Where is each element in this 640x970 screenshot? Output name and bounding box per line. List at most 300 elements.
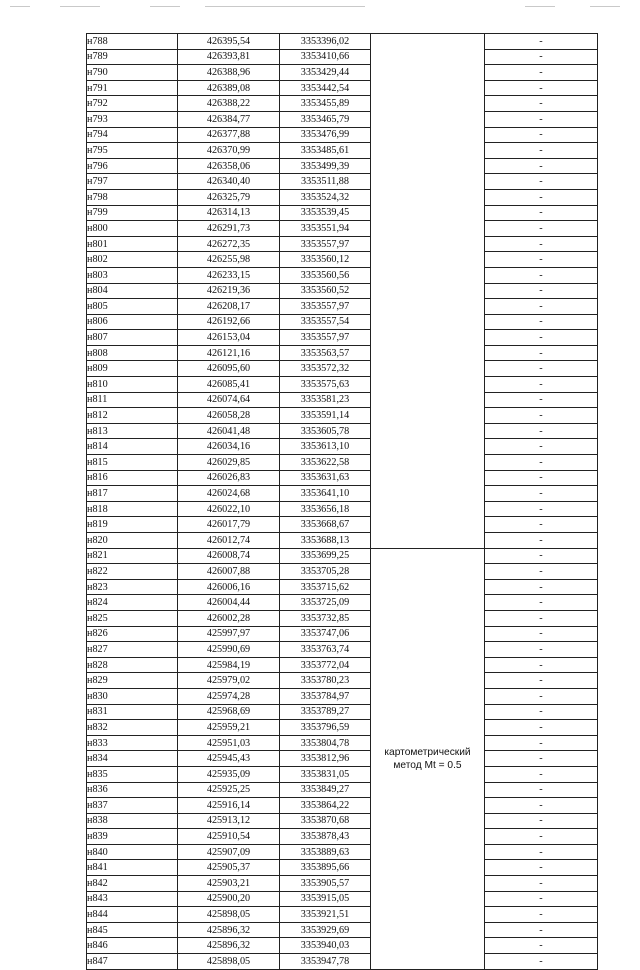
method-cell-empty <box>371 34 485 549</box>
y-coordinate-cell: 3353878,43 <box>280 829 371 845</box>
mark-cell: - <box>485 283 598 299</box>
y-coordinate-cell: 3353560,56 <box>280 267 371 283</box>
mark-cell: - <box>485 423 598 439</box>
mark-cell: - <box>485 205 598 221</box>
mark-cell: - <box>485 782 598 798</box>
point-id-cell: н830 <box>87 688 178 704</box>
y-coordinate-cell: 3353511,88 <box>280 174 371 190</box>
mark-cell: - <box>485 579 598 595</box>
mark-cell: - <box>485 486 598 502</box>
x-coordinate-cell: 426393,81 <box>178 49 280 65</box>
mark-cell: - <box>485 564 598 580</box>
mark-cell: - <box>485 595 598 611</box>
point-id-cell: н800 <box>87 221 178 237</box>
point-id-cell: н824 <box>87 595 178 611</box>
y-coordinate-cell: 3353485,61 <box>280 143 371 159</box>
mark-cell: - <box>485 533 598 549</box>
point-id-cell: н832 <box>87 720 178 736</box>
x-coordinate-cell: 425898,05 <box>178 954 280 970</box>
mark-cell: - <box>485 361 598 377</box>
table-row <box>87 876 598 892</box>
y-coordinate-cell: 3353557,54 <box>280 314 371 330</box>
table-row <box>87 860 598 876</box>
mark-cell: - <box>485 626 598 642</box>
table-row <box>87 688 598 704</box>
table-row <box>87 626 598 642</box>
point-id-cell: н790 <box>87 65 178 81</box>
x-coordinate-cell: 426085,41 <box>178 377 280 393</box>
table-row <box>87 470 598 486</box>
mark-cell: - <box>485 174 598 190</box>
mark-cell: - <box>485 34 598 50</box>
y-coordinate-cell: 3353864,22 <box>280 798 371 814</box>
x-coordinate-cell: 426002,28 <box>178 610 280 626</box>
y-coordinate-cell: 3353429,44 <box>280 65 371 81</box>
table-row <box>87 751 598 767</box>
y-coordinate-cell: 3353905,57 <box>280 876 371 892</box>
x-coordinate-cell: 426006,16 <box>178 579 280 595</box>
x-coordinate-cell: 425959,21 <box>178 720 280 736</box>
point-id-cell: н789 <box>87 49 178 65</box>
coordinates-table <box>86 33 598 970</box>
x-coordinate-cell: 426325,79 <box>178 189 280 205</box>
x-coordinate-cell: 426192,66 <box>178 314 280 330</box>
x-coordinate-cell: 426340,40 <box>178 174 280 190</box>
y-coordinate-cell: 3353524,32 <box>280 189 371 205</box>
mark-cell: - <box>485 938 598 954</box>
point-id-cell: н799 <box>87 205 178 221</box>
point-id-cell: н798 <box>87 189 178 205</box>
point-id-cell: н846 <box>87 938 178 954</box>
y-coordinate-cell: 3353581,23 <box>280 392 371 408</box>
table-row <box>87 533 598 549</box>
table-row <box>87 907 598 923</box>
point-id-cell: н802 <box>87 252 178 268</box>
mark-cell: - <box>485 517 598 533</box>
table-row <box>87 345 598 361</box>
x-coordinate-cell: 426370,99 <box>178 143 280 159</box>
table-row <box>87 673 598 689</box>
point-id-cell: н822 <box>87 564 178 580</box>
table-row <box>87 174 598 190</box>
x-coordinate-cell: 425905,37 <box>178 860 280 876</box>
x-coordinate-cell: 425903,21 <box>178 876 280 892</box>
point-id-cell: н820 <box>87 533 178 549</box>
y-coordinate-cell: 3353947,78 <box>280 954 371 970</box>
y-coordinate-cell: 3353732,85 <box>280 610 371 626</box>
point-id-cell: н813 <box>87 423 178 439</box>
table-row <box>87 455 598 471</box>
x-coordinate-cell: 426121,16 <box>178 345 280 361</box>
point-id-cell: н797 <box>87 174 178 190</box>
mark-cell: - <box>485 798 598 814</box>
mark-cell: - <box>485 408 598 424</box>
x-coordinate-cell: 426388,96 <box>178 65 280 81</box>
y-coordinate-cell: 3353784,97 <box>280 688 371 704</box>
y-coordinate-cell: 3353889,63 <box>280 844 371 860</box>
mark-cell: - <box>485 65 598 81</box>
table-row <box>87 111 598 127</box>
point-id-cell: н827 <box>87 642 178 658</box>
table-row <box>87 704 598 720</box>
x-coordinate-cell: 426008,74 <box>178 548 280 564</box>
table-row <box>87 299 598 315</box>
point-id-cell: н794 <box>87 127 178 143</box>
mark-cell: - <box>485 657 598 673</box>
y-coordinate-cell: 3353929,69 <box>280 922 371 938</box>
x-coordinate-cell: 426074,64 <box>178 392 280 408</box>
mark-cell: - <box>485 876 598 892</box>
y-coordinate-cell: 3353812,96 <box>280 751 371 767</box>
y-coordinate-cell: 3353465,79 <box>280 111 371 127</box>
mark-cell: - <box>485 267 598 283</box>
x-coordinate-cell: 426017,79 <box>178 517 280 533</box>
table-row <box>87 408 598 424</box>
y-coordinate-cell: 3353476,99 <box>280 127 371 143</box>
table-row <box>87 954 598 970</box>
mark-cell: - <box>485 345 598 361</box>
x-coordinate-cell: 425997,97 <box>178 626 280 642</box>
x-coordinate-cell: 425974,28 <box>178 688 280 704</box>
x-coordinate-cell: 426233,15 <box>178 267 280 283</box>
x-coordinate-cell: 425945,43 <box>178 751 280 767</box>
x-coordinate-cell: 425968,69 <box>178 704 280 720</box>
mark-cell: - <box>485 720 598 736</box>
point-id-cell: н804 <box>87 283 178 299</box>
y-coordinate-cell: 3353575,63 <box>280 377 371 393</box>
table-row <box>87 189 598 205</box>
mark-cell: - <box>485 111 598 127</box>
table-row <box>87 361 598 377</box>
point-id-cell: н807 <box>87 330 178 346</box>
point-id-cell: н836 <box>87 782 178 798</box>
mark-cell: - <box>485 751 598 767</box>
x-coordinate-cell: 426041,48 <box>178 423 280 439</box>
point-id-cell: н835 <box>87 766 178 782</box>
y-coordinate-cell: 3353688,13 <box>280 533 371 549</box>
point-id-cell: н828 <box>87 657 178 673</box>
mark-cell: - <box>485 610 598 626</box>
table-row <box>87 844 598 860</box>
method-note-line2: метод Mt = 0.5 <box>393 759 462 771</box>
point-id-cell: н810 <box>87 377 178 393</box>
x-coordinate-cell: 425896,32 <box>178 938 280 954</box>
x-coordinate-cell: 426004,44 <box>178 595 280 611</box>
mark-cell: - <box>485 954 598 970</box>
mark-cell: - <box>485 236 598 252</box>
table-row <box>87 657 598 673</box>
mark-cell: - <box>485 735 598 751</box>
mark-cell: - <box>485 704 598 720</box>
mark-cell: - <box>485 501 598 517</box>
table-row <box>87 782 598 798</box>
x-coordinate-cell: 425951,03 <box>178 735 280 751</box>
y-coordinate-cell: 3353763,74 <box>280 642 371 658</box>
table-row <box>87 922 598 938</box>
point-id-cell: н823 <box>87 579 178 595</box>
x-coordinate-cell: 425896,32 <box>178 922 280 938</box>
point-id-cell: н795 <box>87 143 178 159</box>
x-coordinate-cell: 426026,83 <box>178 470 280 486</box>
y-coordinate-cell: 3353772,04 <box>280 657 371 673</box>
table-row <box>87 392 598 408</box>
mark-cell: - <box>485 860 598 876</box>
y-coordinate-cell: 3353557,97 <box>280 236 371 252</box>
y-coordinate-cell: 3353442,54 <box>280 80 371 96</box>
x-coordinate-cell: 426219,36 <box>178 283 280 299</box>
point-id-cell: н816 <box>87 470 178 486</box>
mark-cell: - <box>485 252 598 268</box>
x-coordinate-cell: 426358,06 <box>178 158 280 174</box>
table-row <box>87 96 598 112</box>
mark-cell: - <box>485 314 598 330</box>
y-coordinate-cell: 3353699,25 <box>280 548 371 564</box>
x-coordinate-cell: 426029,85 <box>178 455 280 471</box>
point-id-cell: н815 <box>87 455 178 471</box>
x-coordinate-cell: 425910,54 <box>178 829 280 845</box>
point-id-cell: н842 <box>87 876 178 892</box>
y-coordinate-cell: 3353631,63 <box>280 470 371 486</box>
y-coordinate-cell: 3353591,14 <box>280 408 371 424</box>
mark-cell: - <box>485 548 598 564</box>
y-coordinate-cell: 3353622,58 <box>280 455 371 471</box>
y-coordinate-cell: 3353499,39 <box>280 158 371 174</box>
table-row <box>87 377 598 393</box>
table-row <box>87 423 598 439</box>
y-coordinate-cell: 3353539,45 <box>280 205 371 221</box>
table-row <box>87 798 598 814</box>
x-coordinate-cell: 426007,88 <box>178 564 280 580</box>
y-coordinate-cell: 3353915,05 <box>280 891 371 907</box>
point-id-cell: н808 <box>87 345 178 361</box>
point-id-cell: н791 <box>87 80 178 96</box>
x-coordinate-cell: 425984,19 <box>178 657 280 673</box>
mark-cell: - <box>485 96 598 112</box>
table-row <box>87 610 598 626</box>
mark-cell: - <box>485 127 598 143</box>
x-coordinate-cell: 425979,02 <box>178 673 280 689</box>
x-coordinate-cell: 426377,88 <box>178 127 280 143</box>
y-coordinate-cell: 3353705,28 <box>280 564 371 580</box>
table-row <box>87 829 598 845</box>
x-coordinate-cell: 426095,60 <box>178 361 280 377</box>
x-coordinate-cell: 425935,09 <box>178 766 280 782</box>
point-id-cell: н801 <box>87 236 178 252</box>
x-coordinate-cell: 425990,69 <box>178 642 280 658</box>
mark-cell: - <box>485 829 598 845</box>
mark-cell: - <box>485 844 598 860</box>
point-id-cell: н814 <box>87 439 178 455</box>
x-coordinate-cell: 425913,12 <box>178 813 280 829</box>
x-coordinate-cell: 426208,17 <box>178 299 280 315</box>
table-row <box>87 221 598 237</box>
mark-cell: - <box>485 642 598 658</box>
x-coordinate-cell: 425898,05 <box>178 907 280 923</box>
x-coordinate-cell: 425925,25 <box>178 782 280 798</box>
mark-cell: - <box>485 673 598 689</box>
x-coordinate-cell: 426389,08 <box>178 80 280 96</box>
x-coordinate-cell: 426384,77 <box>178 111 280 127</box>
mark-cell: - <box>485 189 598 205</box>
method-note-cell <box>371 548 485 969</box>
x-coordinate-cell: 425907,09 <box>178 844 280 860</box>
y-coordinate-cell: 3353668,67 <box>280 517 371 533</box>
y-coordinate-cell: 3353396,02 <box>280 34 371 50</box>
table-row <box>87 80 598 96</box>
point-id-cell: н845 <box>87 922 178 938</box>
point-id-cell: н838 <box>87 813 178 829</box>
mark-cell: - <box>485 392 598 408</box>
x-coordinate-cell: 426314,13 <box>178 205 280 221</box>
mark-cell: - <box>485 922 598 938</box>
method-note-line1: картометрический <box>384 746 471 758</box>
table-row <box>87 642 598 658</box>
y-coordinate-cell: 3353572,32 <box>280 361 371 377</box>
x-coordinate-cell: 426388,22 <box>178 96 280 112</box>
point-id-cell: н839 <box>87 829 178 845</box>
y-coordinate-cell: 3353849,27 <box>280 782 371 798</box>
y-coordinate-cell: 3353551,94 <box>280 221 371 237</box>
point-id-cell: н803 <box>87 267 178 283</box>
table-row <box>87 517 598 533</box>
table-row <box>87 158 598 174</box>
y-coordinate-cell: 3353557,97 <box>280 330 371 346</box>
point-id-cell: н805 <box>87 299 178 315</box>
y-coordinate-cell: 3353410,66 <box>280 49 371 65</box>
point-id-cell: н843 <box>87 891 178 907</box>
x-coordinate-cell: 426272,35 <box>178 236 280 252</box>
y-coordinate-cell: 3353796,59 <box>280 720 371 736</box>
point-id-cell: н837 <box>87 798 178 814</box>
mark-cell: - <box>485 907 598 923</box>
table-row <box>87 236 598 252</box>
y-coordinate-cell: 3353656,18 <box>280 501 371 517</box>
x-coordinate-cell: 425900,20 <box>178 891 280 907</box>
table-row <box>87 891 598 907</box>
table-row <box>87 205 598 221</box>
point-id-cell: н796 <box>87 158 178 174</box>
y-coordinate-cell: 3353613,10 <box>280 439 371 455</box>
table-row <box>87 439 598 455</box>
y-coordinate-cell: 3353560,52 <box>280 283 371 299</box>
table-row <box>87 486 598 502</box>
mark-cell: - <box>485 891 598 907</box>
point-id-cell: н806 <box>87 314 178 330</box>
mark-cell: - <box>485 688 598 704</box>
point-id-cell: н812 <box>87 408 178 424</box>
point-id-cell: н817 <box>87 486 178 502</box>
table-row <box>87 564 598 580</box>
point-id-cell: н829 <box>87 673 178 689</box>
mark-cell: - <box>485 158 598 174</box>
mark-cell: - <box>485 80 598 96</box>
x-coordinate-cell: 426395,54 <box>178 34 280 50</box>
mark-cell: - <box>485 330 598 346</box>
x-coordinate-cell: 425916,14 <box>178 798 280 814</box>
point-id-cell: н844 <box>87 907 178 923</box>
table-row <box>87 283 598 299</box>
y-coordinate-cell: 3353831,05 <box>280 766 371 782</box>
x-coordinate-cell: 426034,16 <box>178 439 280 455</box>
table-row <box>87 127 598 143</box>
point-id-cell: н847 <box>87 954 178 970</box>
table-row <box>87 49 598 65</box>
mark-cell: - <box>485 439 598 455</box>
y-coordinate-cell: 3353715,62 <box>280 579 371 595</box>
point-id-cell: н840 <box>87 844 178 860</box>
table-row <box>87 34 598 50</box>
table-row <box>87 330 598 346</box>
y-coordinate-cell: 3353921,51 <box>280 907 371 923</box>
x-coordinate-cell: 426012,74 <box>178 533 280 549</box>
point-id-cell: н819 <box>87 517 178 533</box>
x-coordinate-cell: 426255,98 <box>178 252 280 268</box>
point-id-cell: н831 <box>87 704 178 720</box>
table-row <box>87 595 598 611</box>
y-coordinate-cell: 3353641,10 <box>280 486 371 502</box>
y-coordinate-cell: 3353557,97 <box>280 299 371 315</box>
table-row <box>87 252 598 268</box>
y-coordinate-cell: 3353940,03 <box>280 938 371 954</box>
table-row <box>87 314 598 330</box>
mark-cell: - <box>485 221 598 237</box>
table-row <box>87 267 598 283</box>
table-row <box>87 501 598 517</box>
x-coordinate-cell: 426058,28 <box>178 408 280 424</box>
point-id-cell: н826 <box>87 626 178 642</box>
y-coordinate-cell: 3353560,12 <box>280 252 371 268</box>
point-id-cell: н825 <box>87 610 178 626</box>
point-id-cell: н818 <box>87 501 178 517</box>
y-coordinate-cell: 3353605,78 <box>280 423 371 439</box>
mark-cell: - <box>485 813 598 829</box>
y-coordinate-cell: 3353563,57 <box>280 345 371 361</box>
table-row <box>87 720 598 736</box>
y-coordinate-cell: 3353747,06 <box>280 626 371 642</box>
coordinates-table-body <box>87 34 598 970</box>
table-row <box>87 938 598 954</box>
table-row <box>87 813 598 829</box>
mark-cell: - <box>485 766 598 782</box>
y-coordinate-cell: 3353725,09 <box>280 595 371 611</box>
y-coordinate-cell: 3353789,27 <box>280 704 371 720</box>
point-id-cell: н834 <box>87 751 178 767</box>
x-coordinate-cell: 426024,68 <box>178 486 280 502</box>
table-row <box>87 735 598 751</box>
point-id-cell: н841 <box>87 860 178 876</box>
point-id-cell: н811 <box>87 392 178 408</box>
mark-cell: - <box>485 299 598 315</box>
mark-cell: - <box>485 143 598 159</box>
y-coordinate-cell: 3353780,23 <box>280 673 371 689</box>
x-coordinate-cell: 426022,10 <box>178 501 280 517</box>
y-coordinate-cell: 3353895,66 <box>280 860 371 876</box>
mark-cell: - <box>485 470 598 486</box>
table-row <box>87 548 598 564</box>
mark-cell: - <box>485 377 598 393</box>
point-id-cell: н788 <box>87 34 178 50</box>
y-coordinate-cell: 3353870,68 <box>280 813 371 829</box>
mark-cell: - <box>485 49 598 65</box>
table-row <box>87 579 598 595</box>
table-row <box>87 766 598 782</box>
mark-cell: - <box>485 455 598 471</box>
point-id-cell: н833 <box>87 735 178 751</box>
table-row <box>87 65 598 81</box>
y-coordinate-cell: 3353455,89 <box>280 96 371 112</box>
point-id-cell: н821 <box>87 548 178 564</box>
point-id-cell: н809 <box>87 361 178 377</box>
